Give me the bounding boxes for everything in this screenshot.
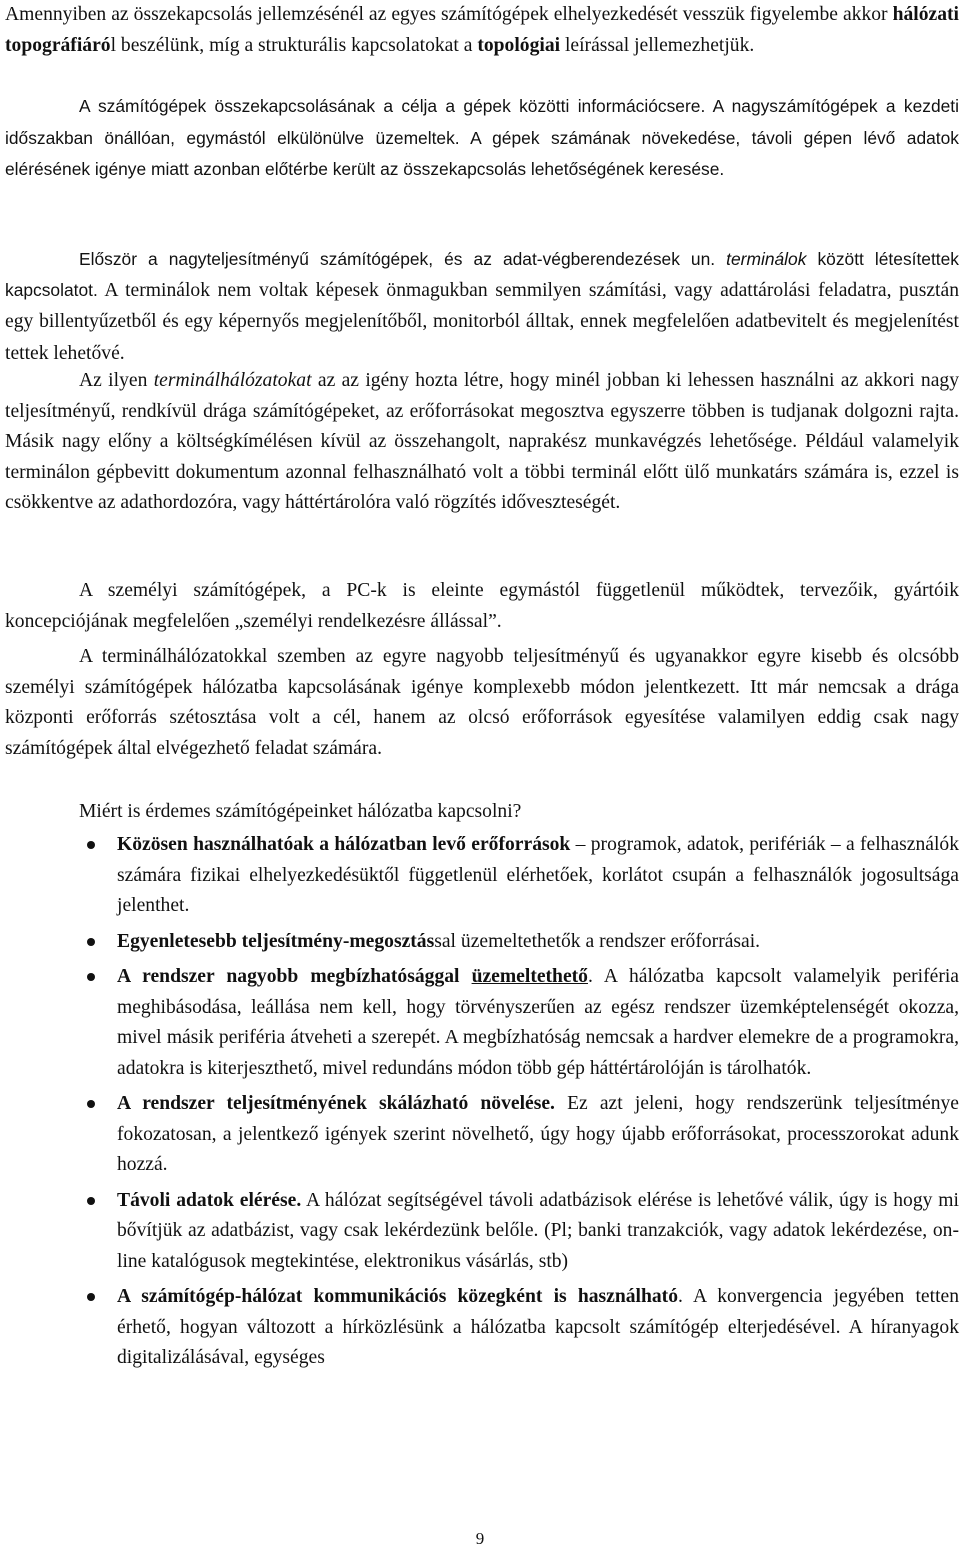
text-run: l beszélünk, míg a strukturális kapcsolatokat a [110,34,478,56]
italic-term-terminal-networks: terminálhálózatokat [153,370,312,391]
bullet-dot-icon [87,1293,95,1301]
bullet-heading: A számítógép-hálózat kommunikációs közegként is használható [117,1286,678,1307]
bullet-dot-icon [87,973,95,981]
bullet-text: . A hálózatba kapcsolt valamelyik periféria meghibásodása, leállása nem kell, hogy törvényszerűen az egész rendszer üzemképtelenségét okozza, mivel másik periféria átveheti a szerepét. A megbízhatóság nemcsak a hardver elemekre de a programokra, adatokra is kiterjeszthető, mivel redundáns módon több gép háttértárolóján is tárolhatók. [117,966,959,1079]
paragraph-terminals [5,244,959,369]
bullet-heading: Közösen használhatóak a hálózatban levő erőforrások [117,834,571,855]
bold-term-topology: topológiai [477,34,561,56]
list-item [5,962,959,1084]
bullet-dot-icon [87,841,95,849]
bullet-text: . A konvergencia jegyében tetten érhető, hogyan változott a hírközlésünk a hálózatba kapcsolt számítógép elterjedésével. A híranyagok digitalizálásával, egységes [117,1286,960,1368]
bullet-heading: A rendszer teljesítményének skálázható növelése. [117,1093,555,1114]
question-heading [5,797,959,828]
italic-term-terminals: terminálok [726,249,807,269]
text-run: A személyi számítógépek, a PC-k is eleinte egymástól függetlenül működtek, tervezőik, gyártóik koncepciójának megfelelően „személyi rendelkezésre állással”. [5,580,959,632]
bullet-dot-icon [87,938,95,946]
paragraph-personal-computers [5,576,959,637]
list-item [5,830,959,922]
bullet-list [5,830,959,1374]
bullet-text: – programok, adatok, perifériák – a felhasználók számára fizikai elhelyezkedésüktől függetlenül elérhetőek, korlátot csupán a felhasználók jogosultsága jelenthet. [117,834,959,916]
text-run: A terminálhálózatokkal szemben az egyre nagyobb teljesítményű és ugyanakkor egyre kisebb és olcsóbb személyi számítógépek hálózatba kapcsolásának igénye komplexebb módon jelentkezett. Itt már nemcsak a drága központi erőforrás szétosztása volt a cél, hanem az olcsó erőforrások egyesítése valamilyen eddig csak nagy számítógépek által elvégezhető feladat számára. [5,646,959,759]
bullet-heading: Egyenletesebb teljesítmény-megosztás [117,930,435,952]
text-run: az az igény hozta létre, hogy minél jobban ki lehessen használni az akkori nagy teljesítményű, rendkívül drága számítógépeket, az erőforrásokat megosztva egyszerre többen is tudjanak dolgozni rajta. Másik nagy előny a költségkímélésen kívül az összehangolt, naprakész munkavégzés lehetősége. Például valamelyik terminálon gépbevitt dokumentum azonnal felhasználható volt a többi terminál előtt ülő munkatárs számára is, ezzel is csökkentve az adathordozóra, vagy háttértárolóra való rögzítés időveszteségét. [5,370,959,513]
list-item [5,927,959,958]
text-run: Az ilyen [79,370,154,391]
page-number: 9 [475,1529,485,1548]
bullet-heading: Távoli adatok elérése. [117,1189,302,1211]
text-run: A terminálok nem voltak képesek önmagukban semmilyen számítási, vagy adattárolási feladatra, pusztán egy billentyűzetből és egy képernyős megjelenítőből, monitorból álltak, ennek megfelelően adatbevitelt és megjelenítést tettek lehetővé. [5,279,959,364]
text-run: A nagyszámítógépek a kezdeti időszakban önállóan, egymástól elkülönülve üzemeltek. A gépek számának növekedése, távoli gépen lévő adatok elérésének igénye miatt azonban előtérbe került az összekapcsolás lehetőségének keresése. [5,96,959,179]
bold-term-topography: hálózati topográfiáró [5,4,959,56]
bullet-text: A hálózat segítségével távoli adatbázisok elérése is lehetővé válik, úgy is hogy mi bővítjük az adatbázist, vagy csak lekérdezünk belőle. (Pl; banki tranzakciók, vagy adatok lekérdezése, on-line katalógusok megtekintése, elektronikus vásárlás, stb) [117,1189,959,1272]
bullet-heading: A rendszer nagyobb megbízhatósággal [117,966,472,987]
text-run: A számítógépek összekapcsolásának a célja a gépek közötti információcsere. [79,96,706,116]
paragraph-topography [5,0,959,61]
text-run: leírással jellemezhetjük. [560,34,755,56]
bullet-text: sal üzemeltethetők a rendszer erőforrásai. [434,930,761,952]
paragraph-terminal-networks [5,366,959,519]
list-item [5,1186,959,1278]
paragraph-pc-networks [5,642,959,764]
text-run: Amennyiben az összekapcsolás jellemzésénél az egyes számítógépek elhelyezkedését vesszük figyelembe akkor [5,4,893,25]
paragraph-purpose [5,91,959,186]
bullet-heading-underlined: üzemeltethető [471,966,588,987]
bullet-dot-icon [87,1197,95,1205]
list-item [5,1282,959,1374]
text-run: Először a nagyteljesítményű számítógépek, és az adat-végberendezések un. [79,249,727,269]
question-text: Miért is érdemes számítógépeinket hálózatba kapcsolni? [79,801,522,822]
bullet-text: Ez azt jeleni, hogy rendszerünk teljesítménye fokozatosan, a jelentkező igények szerint növelhető, úgy hogy újabb erőforrásokat, processzorokat adunk hozzá. [117,1093,959,1175]
text-run: között létesítettek kapcsolatot. [5,249,960,300]
list-item [5,1089,959,1181]
bullet-dot-icon [87,1100,95,1108]
